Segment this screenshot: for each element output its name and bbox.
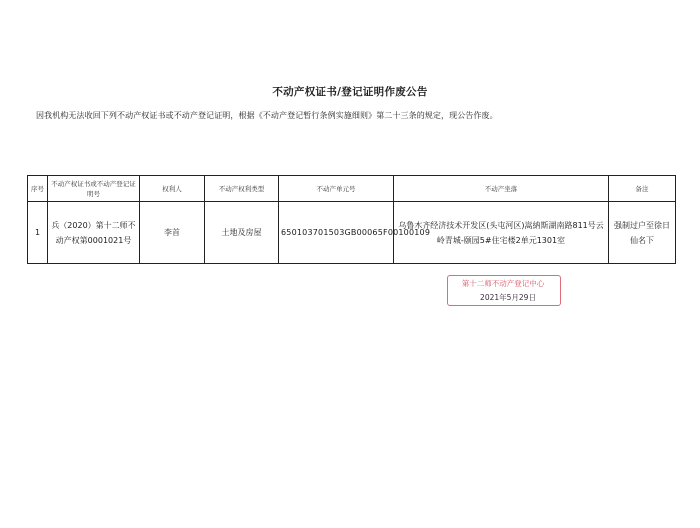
cancellation-table xyxy=(27,175,676,264)
cell-location: 乌鲁木齐经济技术开发区(头屯河区)嵩納斯湖南路811号云岭青城-颐园5#住宅楼2单元1301室 xyxy=(394,202,609,264)
cell-unit-no: 650103701503GB00065F00100109 xyxy=(279,202,394,264)
cell-right-type: 土地及房屋 xyxy=(205,202,279,264)
cell-note: 强制过户至徐日仙名下 xyxy=(609,202,676,264)
header-cert-no: 不动产权证书或不动产登记证明号 xyxy=(48,176,140,202)
table-header-row xyxy=(28,176,676,202)
page-title: 不动产权证书/登记证明作废公告 xyxy=(272,86,428,98)
announcement-date: 2021年5月29日 xyxy=(480,293,536,302)
header-index: 序号 xyxy=(28,176,48,202)
cell-owner: 李首 xyxy=(140,202,205,264)
header-location: 不动产坐落 xyxy=(394,176,609,202)
header-right-type: 不动产权利类型 xyxy=(205,176,279,202)
intro-text: 因我机构无法收回下列不动产权证书或不动产登记证明，根据《不动产登记暂行条例实施细则》第二十三条的规定，现公告作废。 xyxy=(36,111,498,120)
cell-cert-no: 兵（2020）第十二师不动产权第0001021号 xyxy=(48,202,140,264)
header-unit-no: 不动产单元号 xyxy=(279,176,394,202)
header-note: 备注 xyxy=(609,176,676,202)
header-owner: 权利人 xyxy=(140,176,205,202)
cell-index: 1 xyxy=(28,202,48,264)
table-row xyxy=(28,202,676,264)
seal-text: 第十二师不动产登记中心 xyxy=(461,279,545,288)
